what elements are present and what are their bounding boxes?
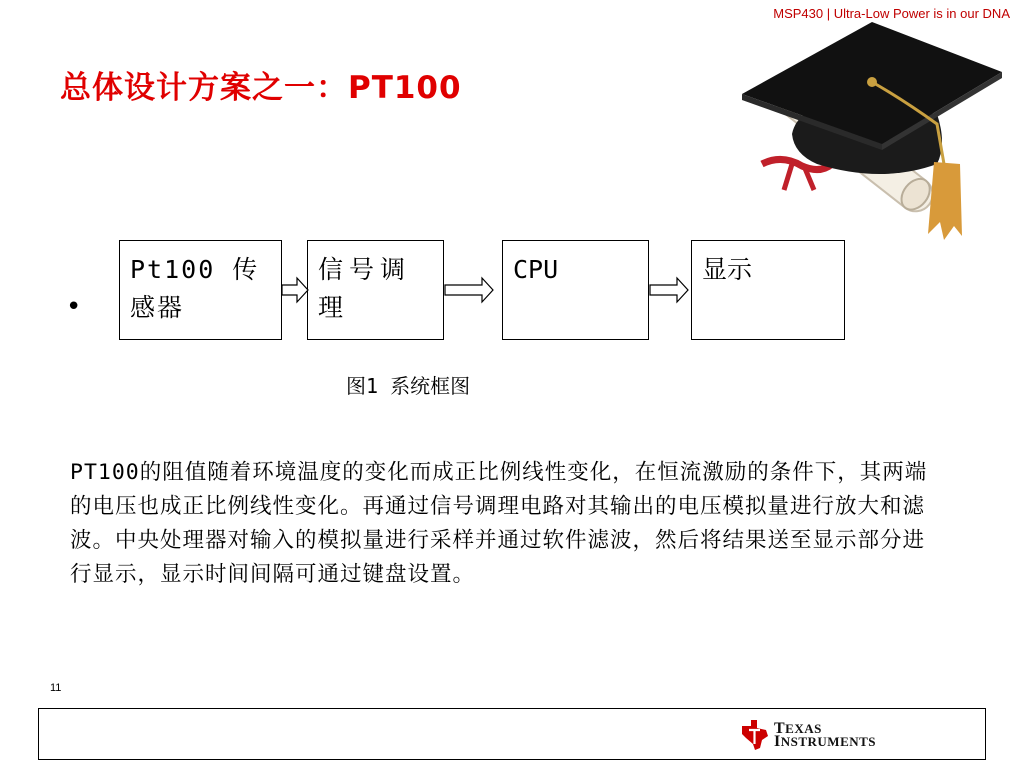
slide-title: 总体设计方案之一：PT100 [60, 70, 462, 106]
ti-logo-line2: NSTRUMENTS [780, 734, 877, 749]
body-paragraph: PT100的阻值随着环境温度的变化而成正比例线性变化，在恒流激励的条件下，其两端的电压也成正比例线性变化。再通过信号调理电路对其输出的电压模拟量进行放大和滤波。中央处理器对输入的模拟量进行采样并通过软件滤波，然后将结果送至显示部分进行显示，显示时间间隔可通过键盘设置。 [70, 460, 928, 587]
header-tagline: MSP430 | Ultra-Low Power is in our DNA [773, 6, 1010, 21]
block-signal-conditioning: 信号调理 [307, 240, 444, 340]
arrow-right-icon [649, 276, 689, 304]
page-number: 11 [50, 682, 62, 694]
texas-state-logo-icon [740, 718, 770, 752]
block-display: 显示 [691, 240, 845, 340]
arrow-right-icon [444, 276, 494, 304]
ti-logo-wordmark: TEXAS INSTRUMENTS [774, 720, 877, 750]
block-cpu: CPU [502, 240, 649, 340]
ti-logo-line1: EXAS [785, 721, 822, 736]
figure-caption: 图1 系统框图 [346, 374, 471, 398]
block-sensor: Pt100 传感器 [119, 240, 282, 340]
graduation-cap-image [722, 14, 1022, 252]
bullet-marker: • [66, 292, 82, 322]
arrow-right-icon [281, 276, 309, 304]
